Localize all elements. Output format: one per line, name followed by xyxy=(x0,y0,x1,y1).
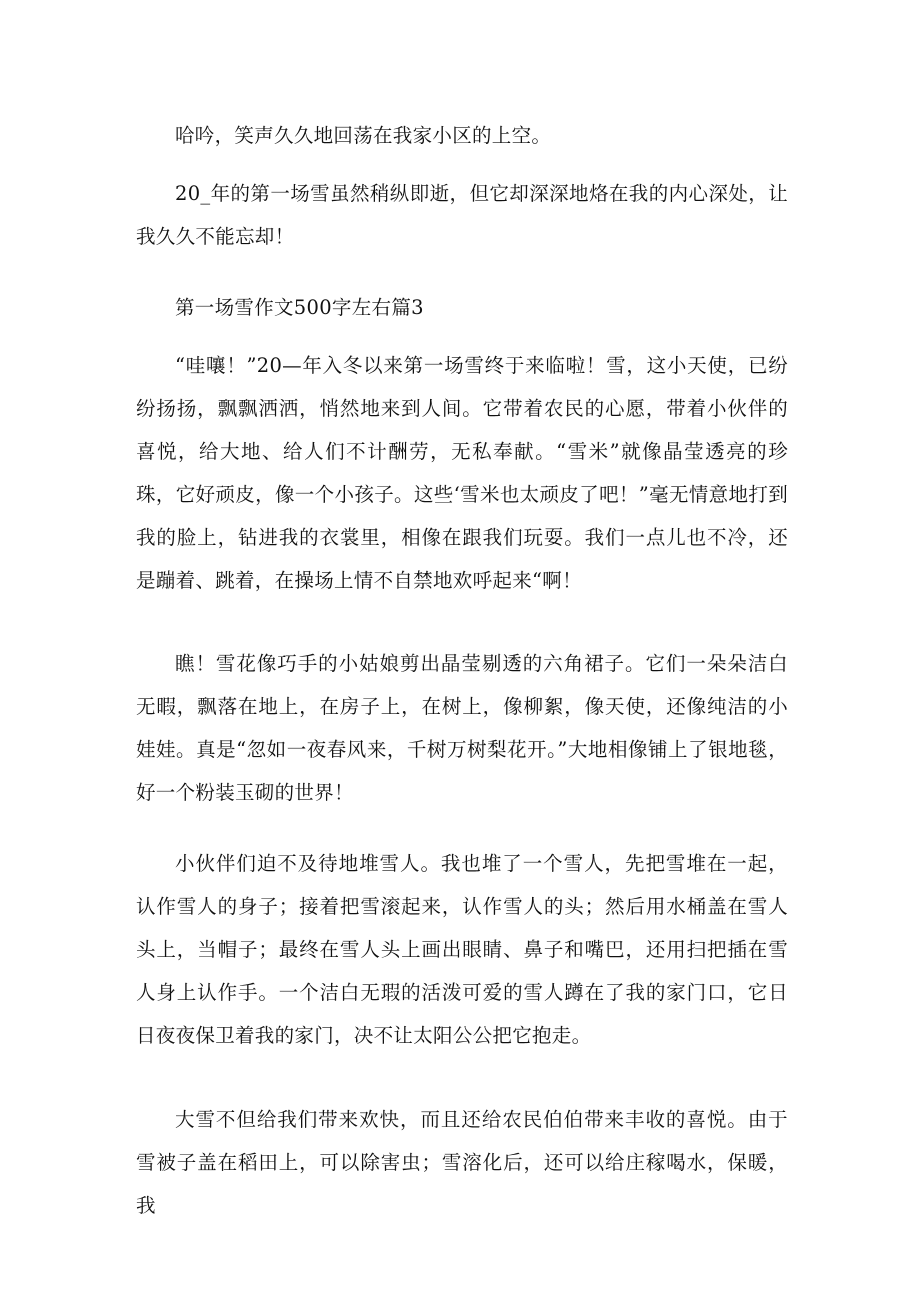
paragraph-2: 20_年的第一场雪虽然稍纵即逝，但它却深深地烙在我的内心深处，让我久久不能忘却！ xyxy=(136,182,788,248)
section-heading: 第一场雪作文500字左右篇3 xyxy=(175,296,424,319)
paragraph-4: 瞧！雪花像巧手的小姑娘剪出晶莹剔透的六角裙子。它们一朵朵洁白无暇，飘落在地上，在房子上，在树上，像柳絮，像天使，还像纯洁的小娃娃。真是“忽如一夜春风来，千树万树梨花开。”大地相像铺上了银地毯，好一个粉装玉砌的世界！ xyxy=(136,652,788,804)
paragraph-5: 小伙伴们迫不及待地堆雪人。我也堆了一个雪人，先把雪堆在一起，认作雪人的身子；接着把雪滚起来，认作雪人的头；然后用水桶盖在雪人头上，当帽子；最终在雪人头上画出眼睛、鼻子和嘴巴，还用扫把插在雪人身上认作手。一个洁白无瑕的活泼可爱的雪人蹲在了我的家门口，它日日夜夜保卫着我的家门，决不让太阳公公把它抱走。 xyxy=(136,852,788,1047)
paragraph-6: 大雪不但给我们带来欢快，而且还给农民伯伯带来丰收的喜悦。由于雪被子盖在稻田上，可以除害虫；雪溶化后，还可以给庄稼喝水，保暖，我 xyxy=(136,1108,788,1217)
paragraph-3: “哇嚷！”20—年入冬以来第一场雪终于来临啦！雪，这小天使，已纷纷扬扬，飘飘洒洒，悄然地来到人间。它带着农民的心愿，带着小伙伴的喜悦，给大地、给人们不计酬劳，无私奉献。“雪米”就像晶莹透亮的珍珠，它好顽皮，像一个小孩子。这些‘雪米也太顽皮了吧！”毫无情意地打到我的脸上，钻进我的衣裳里，相像在跟我们玩耍。我们一点儿也不冷，还是蹦着、跳着，在操场上情不自禁地欢呼起来“啊！ xyxy=(136,354,788,592)
paragraph-1: 哈吟，笑声久久地回荡在我家小区的上空。 xyxy=(175,124,552,147)
